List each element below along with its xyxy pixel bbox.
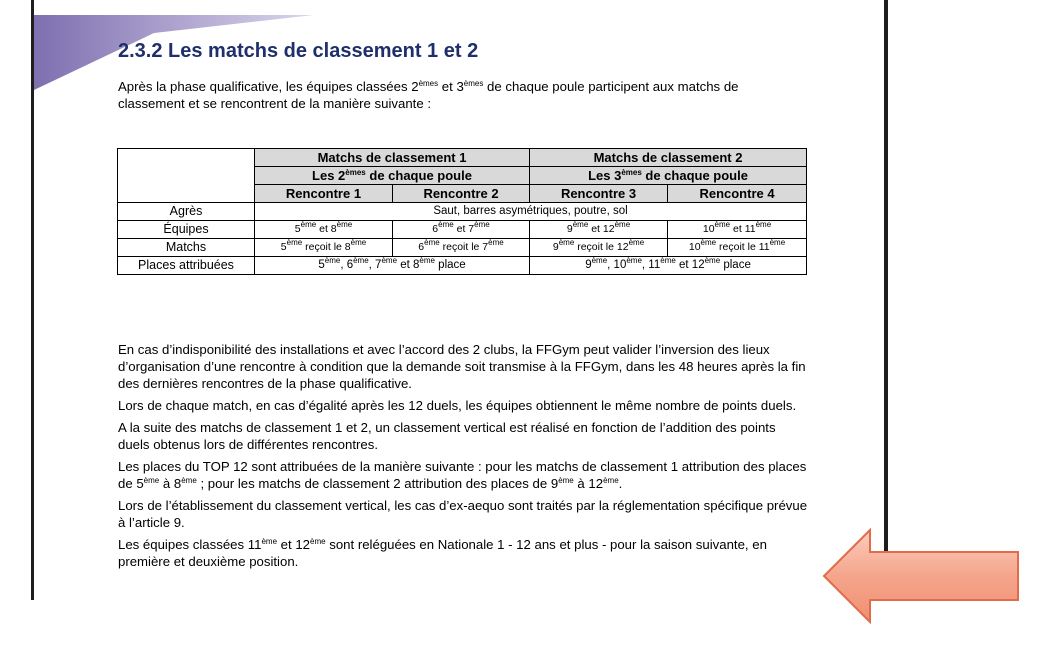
subheader-group-2: Les 3èmes de chaque poule xyxy=(530,167,807,185)
paragraph: Lors de l’établissement du classement vertical, les cas d’ex-aequo sont traités par la réglementation spécifique prévue à l’article 9. xyxy=(118,498,808,530)
rencontre-header: Rencontre 2 xyxy=(393,185,530,203)
rencontre-header: Rencontre 1 xyxy=(255,185,393,203)
header-group-1: Matchs de classement 1 xyxy=(255,149,530,167)
table-row xyxy=(118,239,807,257)
paragraph: En cas d’indisponibilité des installations et avec l’accord des 2 clubs, la FFGym peut valider l’inversion des lieux d’organisation d’une rencontre à condition que la demande soit transmise à la FFGym, dans les 48 heures après la fin des dernières rencontres de la phase qualificative. xyxy=(118,342,806,391)
classement-table xyxy=(117,148,807,275)
table-row xyxy=(118,203,807,221)
rencontre-header: Rencontre 3 xyxy=(530,185,668,203)
empty-corner-cell xyxy=(118,149,255,203)
table-header-row xyxy=(118,149,807,167)
table-cell: 5ème et 8ème xyxy=(255,221,393,239)
table-cell: 5ème, 6ème, 7ème et 8ème place xyxy=(255,257,530,275)
table-cell: 10ème et 11ème xyxy=(668,221,807,239)
paragraph: Lors de chaque match, en cas d’égalité après les 12 duels, les équipes obtiennent le même nombre de points duels. xyxy=(118,398,797,413)
table-cell: 6ème reçoit le 7ème xyxy=(393,239,530,257)
table-row xyxy=(118,221,807,239)
table-cell: 6ème et 7ème xyxy=(393,221,530,239)
body-text xyxy=(118,341,808,575)
rencontre-header: Rencontre 4 xyxy=(668,185,807,203)
table-cell: 9ème et 12ème xyxy=(530,221,668,239)
row-label: Matchs xyxy=(118,239,255,257)
row-label: Places attribuées xyxy=(118,257,255,275)
subheader-group-1: Les 2èmes de chaque poule xyxy=(255,167,530,185)
table-cell: 9ème, 10ème, 11ème et 12ème place xyxy=(530,257,807,275)
table-cell: Saut, barres asymétriques, poutre, sol xyxy=(255,203,807,221)
left-arrow-icon xyxy=(822,528,1022,624)
paragraph: Les places du TOP 12 sont attribuées de la manière suivante : pour les matchs de classement 1 attribution des places de 5ème à 8ème ; pour les matchs de classement 2 attribution des places de 9ème à 12ème. xyxy=(118,459,807,491)
intro-paragraph: Après la phase qualificative, les équipes classées 2èmes et 3èmes de chaque poule participent aux matchs de classement et se rencontrent de la manière suivante : xyxy=(118,79,739,111)
table-cell: 9ème reçoit le 12ème xyxy=(530,239,668,257)
row-label: Équipes xyxy=(118,221,255,239)
paragraph: Les équipes classées 11ème et 12ème sont reléguées en Nationale 1 - 12 ans et plus - pour la saison suivante, en première et deuxième position. xyxy=(118,537,767,569)
header-group-2: Matchs de classement 2 xyxy=(530,149,807,167)
table-row xyxy=(118,257,807,275)
table-cell: 10ème reçoit le 11ème xyxy=(668,239,807,257)
table-cell: 5ème reçoit le 8ème xyxy=(255,239,393,257)
paragraph: A la suite des matchs de classement 1 et 2, un classement vertical est réalisé en fonction de l’addition des points duels obtenus lors de différentes rencontres. xyxy=(118,420,776,452)
row-label: Agrès xyxy=(118,203,255,221)
section-title: 2.3.2 Les matchs de classement 1 et 2 xyxy=(118,40,479,62)
page-left-border xyxy=(31,0,34,600)
page-right-border xyxy=(884,0,888,600)
